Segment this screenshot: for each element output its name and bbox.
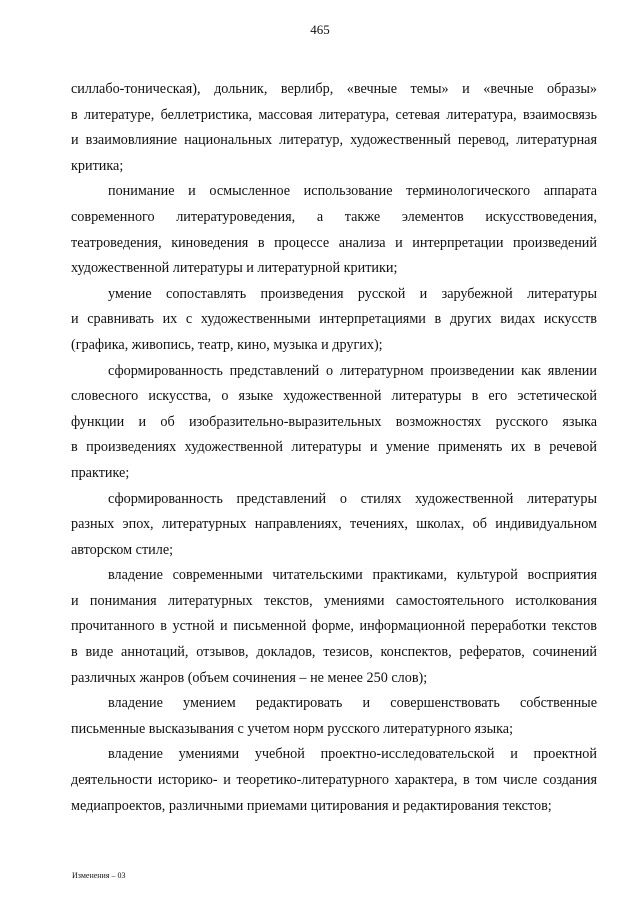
text-line: и понимания литературных текстов, умениями самостоятельного истолкования (71, 592, 597, 609)
text-line: практике; (71, 464, 130, 481)
text-line: медиапроектов, различными приемами цитирования и редактирования текстов; (71, 797, 552, 814)
text-line: словесного искусства, о языке художественной литературы в его эстетической (71, 388, 597, 405)
text-line: понимание и осмысленное использование терминологического аппарата (108, 183, 597, 200)
text-line: в литературе, беллетристика, массовая литература, сетевая литература, взаимосвязь (71, 106, 597, 123)
text-line: разных эпох, литературных направлениях, течениях, школах, об индивидуальном (71, 516, 597, 533)
text-line: письменные высказывания с учетом норм русского литературного языка; (71, 720, 514, 737)
text-line: и сравнивать их с художественными интерпретациями в других видах искусств (71, 311, 597, 328)
text-line: авторском стиле; (71, 541, 174, 558)
text-line: умение сопоставлять произведения русской и зарубежной литературы (108, 285, 597, 302)
page-number: 465 (310, 22, 330, 37)
paragraph (71, 487, 597, 564)
text-line: владение умением редактировать и совершенствовать собственные (108, 695, 597, 712)
text-line: деятельности историко- и теоретико-литературного характера, в том числе создания (71, 772, 597, 789)
text-line: владение современными читательскими практиками, культурой восприятия (108, 567, 597, 584)
paragraph (71, 282, 597, 359)
text-line: функции и об изобразительно-выразительных возможностях русского языка (71, 413, 597, 430)
body-text (71, 77, 597, 819)
paragraph (71, 359, 597, 487)
text-line: и взаимовлияние национальных литератур, художественный перевод, литературная (71, 132, 597, 149)
footer-revision-note: Изменения – 03 (72, 871, 126, 880)
text-line: сформированность представлений о стилях художественной литературы (108, 490, 597, 507)
text-line: силлабо-тоническая), дольник, верлибр, «вечные темы» и «вечные образы» (71, 81, 597, 97)
text-line: в виде аннотаций, отзывов, докладов, тезисов, конспектов, рефератов, сочинений (71, 644, 597, 661)
text-line: владение умениями учебной проектно-исследовательской и проектной (108, 746, 597, 763)
text-line: современного литературоведения, а также элементов искусствоведения, (71, 208, 597, 225)
text-line: художественной литературы и литературной критики; (71, 260, 398, 277)
text-line: прочитанного в устной и письменной форме, информационной переработки текстов (71, 618, 597, 635)
paragraph (71, 563, 597, 691)
text-line: (графика, живопись, театр, кино, музыка и других); (71, 336, 383, 353)
paragraph (71, 691, 597, 742)
text-line: различных жанров (объем сочинения – не менее 250 слов); (71, 669, 428, 686)
paragraph (71, 77, 597, 179)
text-line: в произведениях художественной литературы и умение применять их в речевой (71, 439, 597, 456)
text-line: театроведения, киноведения в процессе анализа и интерпретации произведений (71, 234, 597, 251)
paragraph (71, 742, 597, 819)
text-line: критика; (71, 157, 124, 174)
text-line: сформированность представлений о литературном произведении как явлении (108, 362, 597, 379)
paragraph (71, 179, 597, 281)
